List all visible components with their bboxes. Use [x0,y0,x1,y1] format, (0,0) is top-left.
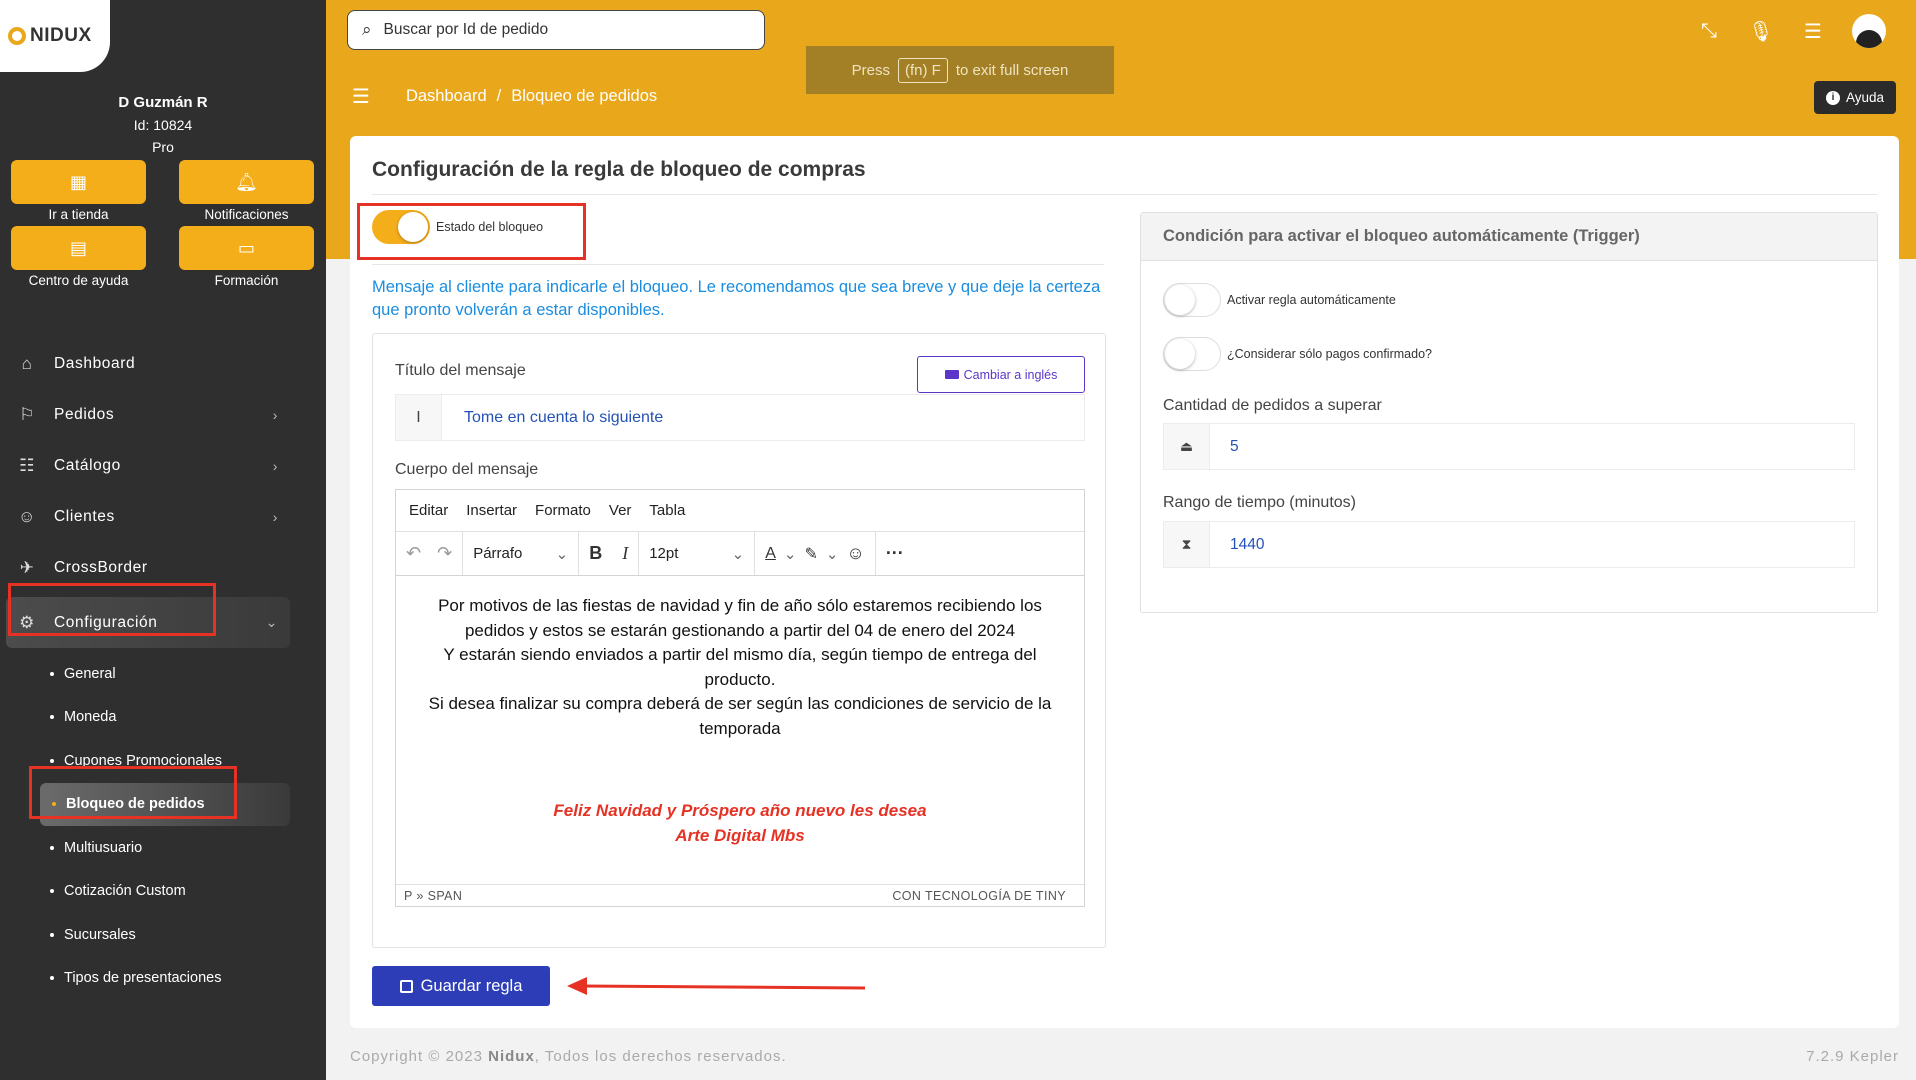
bullet-icon [50,976,54,980]
editor-menubar [396,490,1084,532]
menu-insertar[interactable]: Insertar [466,502,518,519]
store-icon[interactable]: ▦ [11,160,146,204]
inbox-icon: ⏏ [1164,424,1210,469]
flag-icon: ⚐ [19,404,35,424]
change-language-button[interactable] [917,356,1085,393]
sidebar [0,0,326,1080]
chevron-down-icon[interactable]: ⌄ [825,545,839,563]
confirmed-payments-row [1163,337,1432,371]
rule-card [350,136,1899,1028]
orders-threshold-field [1163,423,1855,470]
body-line: Y estarán siendo enviados a partir del mismo día, según tiempo de entrega del producto. [443,645,1037,689]
page-title: Configuración de la regla de bloqueo de compras [372,158,866,181]
help-label: Ayuda [1845,90,1884,105]
submenu-item-general[interactable] [50,652,326,696]
menu-editar[interactable]: Editar [409,502,449,519]
logo-text: NIDUX [30,25,92,46]
config-submenu [0,652,326,1000]
bell-icon[interactable]: 🔔︎ [179,160,314,204]
nav-item-clientes[interactable] [0,491,326,542]
profile [0,92,326,158]
submenu-item-tipos-de-presentaciones[interactable] [50,957,326,1001]
copyright-post: , Todos los derechos reservados. [534,1048,787,1065]
chevron-down-icon: ⌄ [731,545,745,563]
block-state-label: Estado del bloqueo [436,220,544,234]
catalog-icon: ☷ [19,455,35,475]
quick-action-label: Formación [214,273,279,288]
copyright-pre: Copyright © 2023 [350,1048,483,1065]
submenu-item-cotizacion-custom[interactable] [50,870,326,914]
bold-icon[interactable]: B [589,543,603,563]
block-state-toggle[interactable] [372,210,430,244]
orders-threshold-label: Cantidad de pedidos a superar [1163,397,1382,414]
toggle-knob [1165,339,1195,369]
chevron-right-icon: › [272,457,278,474]
chevron-down-icon: ⌄ [265,614,278,630]
save-rule-button[interactable] [372,966,550,1006]
message-title-input[interactable] [464,409,1064,427]
avatar[interactable] [1852,14,1886,48]
highlight-color-icon[interactable]: ✎ [804,545,818,563]
annotation-arrow [567,976,867,1000]
orders-threshold-input[interactable] [1230,438,1830,456]
menu-formato[interactable]: Formato [535,502,591,519]
main-nav [0,338,326,1000]
breadcrumb-dashboard[interactable]: Dashboard [405,87,487,105]
hint-text: to exit full screen [955,61,1069,79]
submenu-label: Cotización Custom [64,883,186,900]
block-format-value: Párrafo [473,545,523,562]
breadcrumb-separator: / [496,87,502,105]
submenu-label: Sucursales [64,926,136,943]
nav-item-label: Pedidos [54,405,115,423]
message-body-label: Cuerpo del mensaje [395,461,539,478]
font-size-value: 12pt [649,545,679,562]
submenu-item-cupones[interactable] [50,739,326,783]
nav-item-label: Configuración [54,613,158,631]
emoji-icon[interactable]: ☺ [846,543,865,563]
bullet-icon [50,846,54,850]
quick-action-notifications[interactable] [179,160,314,224]
profile-name: D Guzmán R [118,94,208,111]
fullscreen-hint [806,46,1114,94]
message-title-label: Título del mensaje [395,362,526,379]
breadcrumb-current: Bloqueo de pedidos [511,87,658,105]
chevron-right-icon: › [272,508,278,525]
element-path[interactable]: P » SPAN [404,888,463,903]
toggle-knob [1165,285,1195,315]
footer [350,1048,1899,1065]
change-language-label: Cambiar a inglés [963,367,1058,382]
search-icon: ⌕ [362,20,372,39]
info-icon: i [1826,91,1840,105]
home-icon: ⌂ [21,353,33,373]
chevron-right-icon: › [272,406,278,423]
nav-item-catalogo[interactable] [0,440,326,491]
nav-item-label: Dashboard [54,354,136,372]
confirmed-payments-label: ¿Considerar sólo pagos confirmado? [1227,347,1432,361]
footer-brand: Nidux [488,1048,535,1065]
redo-icon[interactable]: ↷ [437,543,453,563]
breadcrumb [352,84,657,109]
training-icon[interactable]: ▭ [179,226,314,270]
text-cursor-icon: I [396,395,442,440]
nav-item-configuracion[interactable] [6,597,290,648]
logo-mark-icon [8,27,26,45]
submenu-label: General [64,665,116,682]
nav-item-label: Clientes [54,507,115,525]
chevron-down-icon: ⌄ [555,545,569,563]
copyright [350,1048,787,1065]
font-size-select[interactable] [639,532,755,575]
nav-item-label: Catálogo [54,456,121,474]
italic-icon[interactable]: I [622,543,629,563]
nav-item-label: CrossBorder [54,558,148,576]
menu-toggle-icon[interactable]: ☰ [352,86,370,108]
divider [372,194,1877,195]
quick-action-label: Centro de ayuda [28,273,129,288]
divider [372,264,1104,265]
closing-line: Feliz Navidad y Próspero año nuevo les desea [553,801,927,820]
quick-action-label: Notificaciones [204,207,289,222]
bullet-icon [50,715,54,719]
closing-line: Arte Digital Mbs [675,825,805,845]
nav-item-dashboard[interactable] [0,338,326,389]
hourglass-icon: ⧗ [1164,522,1210,567]
more-icon[interactable]: ··· [885,543,904,563]
auto-rule-toggle[interactable] [1163,283,1221,317]
quick-actions [11,160,316,292]
time-range-label: Rango de tiempo (minutos) [1163,494,1356,511]
editor-toolbar [396,532,1084,576]
logo[interactable] [0,0,110,72]
bullet-icon [50,759,54,763]
app-version: 7.2.9 Kepler [1806,1048,1899,1065]
profile-id: Id: 10824 [133,117,193,133]
quick-action-training[interactable] [179,226,314,290]
text-color-icon[interactable]: A [765,544,776,562]
info-message: Mensaje al cliente para indicarle el bloqueo. Le recomendamos que sea breve y que deje la certeza que pronto volverán a estar disponibles. [372,278,1101,319]
message-box [372,333,1106,948]
rich-text-editor [395,489,1085,907]
chevron-down-icon[interactable]: ⌄ [783,545,797,563]
profile-plan: Pro [152,139,174,155]
quick-action-store[interactable] [11,160,146,224]
block-format-select[interactable] [463,532,579,575]
submenu-label: Tipos de presentaciones [64,970,222,987]
time-range-input[interactable] [1230,536,1830,554]
nav-item-pedidos[interactable] [0,389,326,440]
submenu-item-sucursales[interactable] [50,913,326,957]
language-icon [945,370,959,379]
bullet-icon [50,672,54,676]
bullet-icon [52,802,56,806]
quick-action-help-center[interactable] [11,226,146,290]
auto-rule-row [1163,283,1396,317]
plane-icon: ✈ [19,557,35,577]
help-button[interactable] [1814,81,1896,114]
trigger-panel [1140,212,1878,613]
microphone-icon[interactable]: 🎙︎ [1748,20,1774,43]
body-line: Por motivos de las fiestas de navidad y fin de año sólo estaremos recibiendo los pedidos y estos se estarán gestionando a partir del 04 de enero del 2024 [438,596,1042,640]
submenu-item-multiusuario[interactable] [50,826,326,870]
message-title-field [395,394,1085,441]
submenu-label: Multiusuario [64,839,143,856]
auto-rule-label: Activar regla automáticamente [1227,293,1396,307]
help-center-icon[interactable]: ▤ [11,226,146,270]
block-state-row [372,210,543,244]
undo-icon[interactable]: ↶ [406,543,422,563]
order-search[interactable] [347,10,765,50]
trigger-title: Condición para activar el bloqueo automáticamente (Trigger) [1141,213,1877,261]
submenu-label: Cupones Promocionales [64,752,222,769]
confirmed-payments-toggle[interactable] [1163,337,1221,371]
menu-tabla[interactable]: Tabla [649,502,686,519]
save-rule-label: Guardar regla [420,976,523,995]
user-icon [1856,30,1882,48]
sliders-icon[interactable]: ☰ [1804,20,1822,43]
save-icon [400,980,413,993]
toggle-knob [398,212,428,242]
settings-icon: ⚙ [19,612,35,632]
hint-key: (fn) F [898,58,948,83]
time-range-field [1163,521,1855,568]
powered-by[interactable]: CON TECNOLOGÍA DE TINY [892,888,1066,903]
header-actions [1696,14,1886,48]
clients-icon: ☺ [18,506,36,526]
exit-fullscreen-icon[interactable]: ⤡ [1701,19,1717,42]
submenu-item-moneda[interactable] [50,696,326,740]
quick-action-label: Ir a tienda [48,207,109,222]
search-input[interactable] [384,21,724,39]
submenu-item-bloqueo-de-pedidos[interactable] [40,783,290,827]
submenu-label: Bloqueo de pedidos [66,796,205,813]
bullet-icon [50,889,54,893]
editor-statusbar [396,884,1084,906]
editor-content[interactable] [396,576,1084,881]
nav-item-crossborder[interactable] [0,542,326,593]
menu-ver[interactable]: Ver [608,502,632,519]
bullet-icon [50,933,54,937]
hint-text: Press [851,61,890,79]
body-line: Si desea finalizar su compra deberá de ser según las condiciones de servicio de la temporada [428,694,1052,738]
submenu-label: Moneda [64,709,117,726]
